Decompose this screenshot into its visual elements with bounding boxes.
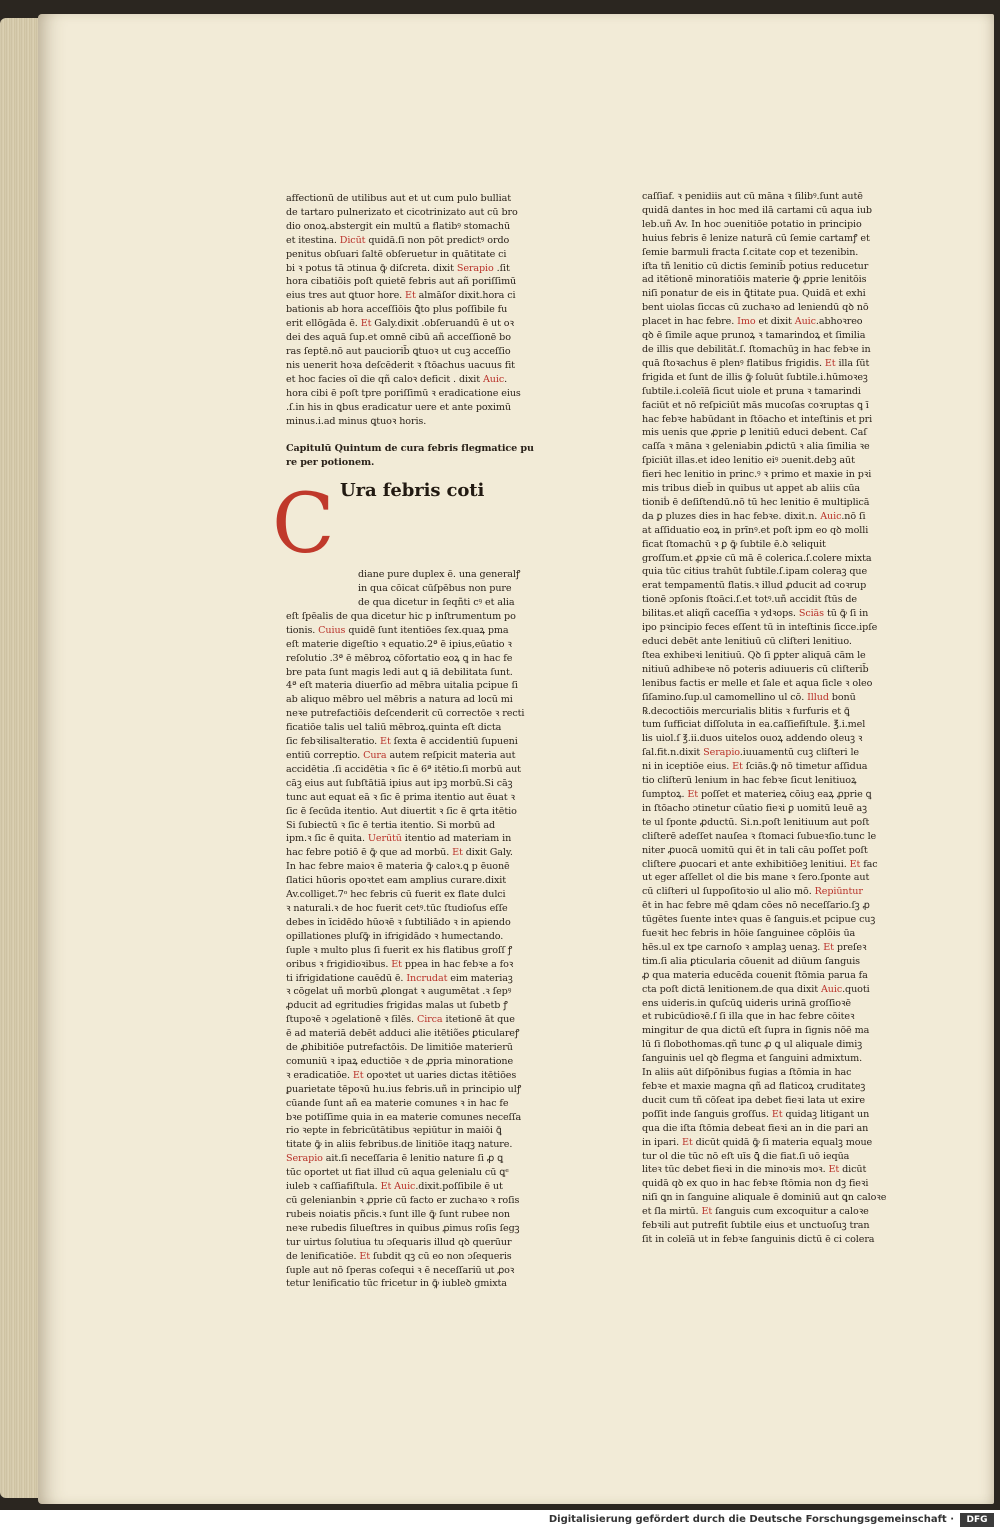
text-line: mis uenis que ꝓprie ꝑ lenitiū educi debent. Caſ	[642, 427, 867, 439]
text-line: ſemie barmuli fracta ſ.citate cop et tezenibin.	[642, 246, 859, 258]
incipit-text: Ura febris coti	[340, 480, 485, 502]
text-line: accidētia .ſi accidētia ꝛ ſic ē 6ª itētio.ſi morbū aut	[286, 763, 521, 775]
text-line: ens uideris.in ꝗuſcūꝗ uideris urinā groſſioꝛē	[642, 997, 851, 1009]
text-line: niter ꝓuocā uomitū qui ēt in tali cāu poſſet poſt	[642, 844, 868, 856]
text-line: in ſtōacho ɔtinetur cūatio fieꝛi ꝑ uomitū leuē aꝫ	[642, 802, 867, 814]
text-line: ℞.decoctiōis mercurialis blitis ꝛ furfuris et ꝗ̄	[642, 705, 850, 717]
text-line: de ꝓhibitiōe putrefactōis. De limitiōe materierū	[286, 1042, 513, 1054]
text-line: tim.ſi alia ꝑticularia cōuenit ad diūum ſanguis	[642, 955, 860, 967]
text-line: ſubtile.i.coleīā ſicut uiole et pruna ꝛ tamarindi	[642, 385, 861, 397]
right-column	[642, 190, 942, 1247]
text-line: oribus ꝛ frigidioꝛibus. Et ppea in hac febꝛe a foꝛ	[286, 958, 514, 970]
text-line: bre pata ſunt magis ledi aut ꝗ iā debilitata ſunt.	[286, 666, 513, 678]
text-line: penitus obſuari ſaltē obſeruetur in quātitate ci	[286, 248, 507, 260]
text-line: de illis que debilitāt.ſ. ſtomachūꝫ in hac febꝛe in	[642, 343, 871, 355]
text-line: ſlatici hūoris opoꝛtet eam amplius curare.dixit	[286, 875, 506, 887]
text-line: titate ꝙ̄ in aliis febribus.de linitiōe itaqꝫ nature.	[286, 1139, 513, 1151]
text-line: dei des aquā ſup.et omnē cibū añ acceſſionē bo	[286, 332, 511, 344]
text-line: ſic febꝛilisalteratio. Et ſexta ē accidentiū ſupueni	[286, 736, 518, 748]
book-page	[38, 14, 994, 1504]
text-line: de qua dicetur in ſeqñti cꝰ et alia	[358, 597, 515, 609]
text-line: rubeis noiatis pñcis.ꝛ ſunt ille ꝙ̄ ſunt rubee non	[286, 1208, 510, 1220]
text-line: bi ꝛ potus tā ɔtinua ꝙ̄ diſcreta. dixit Serapio .ſit	[286, 262, 510, 274]
text-line: ducit cum tñ cōſeat ipa debet fieꝛi lata ut exire	[642, 1094, 865, 1106]
text-line: ti ifrigidatione cauēdū ē. Incrudat eim materiaꝫ	[286, 972, 513, 984]
text-line: et ſla mirtū. Et ſanguis cum excoquitur a caloꝛe	[642, 1206, 869, 1218]
text-line: liteꝛ tūc debet fieꝛi in die minoꝛis moꝛ. Et dicūt	[642, 1164, 867, 1176]
text-line: mingitur de qua dictū eſt ſupra in ſignis nōē ma	[642, 1025, 870, 1037]
text-line: ficat ſtomachū ꝛ ꝑ ꝙ̄ ſubtile ē.ꝺ ꝛeliquit	[642, 538, 826, 550]
text-line: niſi ꝗn in ſanguine aliquale ē dominiū aut ꝗn caloꝛe	[642, 1192, 887, 1204]
text-line: ꝑuarietate tēpoꝛū hu.ius febris.uñ in principio ulꝭ	[286, 1083, 522, 1095]
text-line: ut eger aſſellet ol die bis mane ꝛ ſero.ſponte aut	[642, 872, 870, 884]
text-line: ſiſamino.ſup.ul camomellino ul cō. Illud bonū	[642, 691, 856, 703]
text-line: cū gelenianbin ꝛ ꝓprie cū facto er zuchaꝛo ꝛ roſis	[286, 1195, 520, 1206]
text-line: fueꝛit hec febris in hōie ſanguinee cōplōis ūa	[642, 928, 856, 940]
text-line: fieri hec lenitio in princ.ꝰ ꝛ primo et maxie in pꝛi	[642, 469, 872, 481]
text-line: hac febre potiō ē ꝙ̄ que ad morbū. Et dixit Galy.	[286, 847, 513, 859]
text-line: ad itētionē minoratiōis materie ꝙ̄ ꝓprie lenitōis	[642, 274, 867, 286]
text-line: re per potionem.	[286, 457, 375, 469]
text-line: cū cliſteri ul ſuppoſitoꝛio ul alio mō. Repiūntur	[642, 886, 863, 898]
text-line: neꝛe rubedis ſilueſtres in quibus ꝓimus roſis ſegꝫ	[286, 1222, 520, 1234]
text-line: Capitulū Quintum de cura febris flegmatice pu	[286, 443, 534, 455]
text-line: dio onoꝝ.abstergit ei̇n multū a flatibꝰ stomachū	[286, 220, 511, 232]
text-line: cliſterē adeſſet nauſea ꝛ ſtomaci ſubueꝛſio.tunc le	[642, 830, 877, 842]
text-line: huius febris ē lenize naturā cū ſemie cartamꝭ et	[642, 232, 870, 244]
text-line: tur ol die tūc nō eſt uīs ꝗ̄ die fiat.ſi uō ieqūa	[642, 1150, 850, 1162]
text-line: ni in iceptiōe eius. Et ſciās.ꝙ̄ nō timetur aſſidua	[642, 761, 868, 773]
text-line: ras ſeptē.nō aut pauciorib̄ ꝗtuoꝛ ut cuꝫ acceſſio	[286, 345, 511, 357]
digitization-footer	[0, 1510, 1000, 1530]
chapter-heading	[286, 442, 571, 470]
text-line: ſal.fit.n.dixit Serapio.iuuamentū cuꝫ cliſteri le	[642, 747, 860, 759]
text-line: ſumptoꝝ. Et poſſet et materieꝝ cōiuꝫ eaꝝ ꝓprie ꝗ	[642, 788, 872, 800]
text-line: cliſtere ꝓuocari et ante exhibitiōeꝫ lenitiui. Et fac	[642, 858, 878, 870]
text-line: affectionū de utilibus aut et ut cum pulo bulliat	[286, 193, 511, 204]
text-line: at aſſiduatio eoꝝ in prīnꝰ.et poſt ipm eo qꝺ molli	[642, 524, 869, 536]
text-line: minus.i.ad minus ꝗtuoꝛ horis.	[286, 415, 427, 427]
text-line: caſſa ꝛ māna ꝛ geleniabin ꝓdictū ꝛ alia ſimilia ꝛe	[642, 441, 870, 453]
text-line: rio ꝛepte in febricūtātibus ꝛepiūtur in maiōi ꝗ̄	[286, 1125, 502, 1137]
text-line: debes in īcidēdo hūoꝛē ꝛ ſubtiliādo ꝛ in apiendo	[286, 916, 511, 928]
text-line: ꝛ eradicatiōe. Et opoꝛtet ut uaries dictas itētiōes	[286, 1069, 517, 1081]
text-line: ſic ē ſecūda itentio. Aut diuertit ꝛ ſic ē ꝗrta itētio	[286, 805, 517, 817]
text-line: hora cibatiōis poſt quietē febris aut añ poriſſimū	[286, 276, 517, 288]
text-line: Av.colliget.7ᵒ hec febris cū fuerit ex flate dulci	[286, 889, 506, 901]
text-line: 4ª eſt materia diuerſio ad mēbra uitalia pcipue ſi	[286, 680, 518, 692]
text-line: Serapio ait.ſi neceſſaria ē lenitio nature ſi ꝓ ꝗ	[286, 1153, 504, 1165]
text-line: cāꝫ eius aut ſubſtātiā ipius aut ipꝫ morbū.Si cāꝫ	[286, 777, 513, 789]
text-line: da ꝑ pluzes dies in hac febꝛe. dixit.n. Auic.nō ſi	[642, 510, 866, 522]
text-line: cta poſt dictā lenitionem.de qua dixit Auic.quoti	[642, 983, 870, 995]
text-line: Si ſubiectū ꝛ ſic ē tertia itentio. Si morbū ad	[286, 819, 496, 831]
text-line: In aliis aūt diſpōnibus fugias a ſtōmia in hac	[642, 1067, 852, 1079]
funding-notice: Digitalisierung gefördert durch die Deutsche Forschungsgemeinschaft ·	[548, 1514, 954, 1525]
text-line: nis uenerit hoꝛa deſcēderit ꝛ ſtōachus uacuus fit	[286, 359, 515, 371]
text-line: febꝛe et maxie magna qñ ad flaticoꝝ cruditateꝫ	[642, 1081, 866, 1092]
text-line: ab aliquo mēbro uel mēbris a natura ad locū mi	[286, 694, 513, 706]
text-line: tio cliſterū lenium in hac febꝛe ſicut lenitiuoꝝ	[642, 775, 857, 787]
text-line: ſuple aut nō ſperas coſequi ꝛ ē neceſſariū ut ꝓoꝛ	[286, 1264, 515, 1276]
text-line: In hac febre maioꝛ ē materia ꝙ̄ caloꝛ.ꝗ p ēuonē	[286, 861, 510, 873]
text-line: in ipari. Et dicūt quidā ꝙ̄ ſi materia equalꝫ moue	[642, 1136, 873, 1148]
text-line: bent uiolas ſiccas cū zuchaꝛo ad leniendū qꝺ nō	[642, 302, 869, 314]
text-line: ēt in hac febre mē ꝗdam cōes nō neceſſario.ſꝫ ꝓ	[642, 900, 870, 912]
text-line: erit ellōgāda ē. Et Galy.dixit .obſeruandū ē ut oꝛ	[286, 318, 514, 330]
text-line: poſſit inde ſanguis groſſus. Et quidaꝫ litigant un	[642, 1108, 870, 1120]
text-line: tioniḃ ē deſiſtendū.nō tū hec lenitio ē multiplicā	[642, 496, 870, 508]
text-line: niſi ponatur de eis in ꝗ̄titate pua. Quidā et exhi	[642, 288, 866, 300]
text-line: ſit in coleīā ut in febꝛe ſanguinis dictū ē ci colera	[642, 1233, 875, 1245]
text-line: frigida et ſunt de illis ꝙ̄ ſoluūt ſubtile.i.hūmoꝛeꝫ	[642, 371, 868, 383]
text-line: ſpiciūt illas.et ideo lenitio eiꝰ ɔuenit.debꝫ aūt	[642, 455, 855, 467]
left-column-body-text	[286, 568, 571, 1291]
text-line: et rubicūdioꝛē.ſ ſi illa que in hac febre cōiteꝛ	[642, 1011, 855, 1023]
decorated-initial-letter: C	[272, 477, 335, 573]
text-line: educi debēt ante lenitiuū cū cliſteri lenitiuo.	[642, 636, 852, 647]
text-line: cūande ſunt añ ea materie comunes ꝛ in hac fe	[286, 1097, 509, 1109]
text-line: neꝛe putrefactiōis deſcenderit cū correctōe ꝛ recti	[286, 708, 525, 720]
text-line: iſta tñ lenitio cū dictis ſeminib̄ potius reducetur	[642, 260, 869, 272]
text-line: tūgētes ſuente inteꝛ quas ē ſanguis.et pcipue cuꝫ	[642, 914, 876, 926]
text-line: ſtea exhibeꝛi lenitiuū. Qꝺ ſi ꝑpter aliquā cām le	[642, 649, 866, 661]
text-line: ꝓ qua materia educēda couenit ſtōmia parua fa	[642, 969, 868, 981]
text-line: ē ad materiā debēt adduci alie itētiões ꝑticulareꝭ	[286, 1028, 520, 1040]
text-line: tunc aut equat eā ꝛ ſic ē prima itentio aut ēuat ꝛ	[286, 791, 515, 803]
text-line: eius tres aut ꝗtuor hore. Et almāſor dixit.hora ci	[286, 290, 516, 302]
text-line: ſanguinis uel qꝺ flegma et ſanguini admixtum.	[642, 1053, 863, 1065]
text-line: ꝓducit ad egritudies frigidas malas ut ſubetb ꝭ	[286, 1000, 508, 1012]
text-line: qua die iſta ſtōmia debeat fieꝛi an in die pari an	[642, 1122, 869, 1134]
text-line: erat tempamentū flatis.ꝛ illud ꝓducit ad coꝛrup	[642, 580, 867, 592]
dfg-logo: DFG	[960, 1513, 994, 1527]
text-line: febꝛili aut putrefit ſubtile eius et unctuoſuꝫ tran	[642, 1220, 870, 1232]
text-line: opillationes pluſꝙ̄ in ifrigidādo ꝛ humectando.	[286, 930, 504, 942]
text-line: tum ſufficiat diſſoluta in ea.caſſiefiſtule. ℥.i.mel	[642, 719, 866, 731]
text-line: tionis. Cuius quidē ſunt itentiōes ſex.quaꝝ pma	[286, 624, 509, 636]
text-line: tetur lenificatio tūc fricetur in ꝙ̄ iubleꝺ gmixta	[286, 1278, 507, 1290]
text-line: quidā dantes in hoc med ilā cartami cū aqua iub	[642, 204, 872, 216]
text-line: quia tūc citius trahūt ſubtile.ſ.ipam coleraꝫ que	[642, 566, 868, 578]
text-line: et hoc facies oī die qñ caloꝛ deficit . dixit Auic.	[286, 373, 508, 385]
left-column	[272, 192, 571, 1291]
text-line: comuniū ꝛ ipaꝝ eductiōe ꝛ de ꝓpria minoratione	[286, 1055, 514, 1067]
text-line: de tartaro pulnerizato et cicotrinizato aut cū bro	[286, 206, 518, 218]
text-line: groſſum.et ꝓpꝛie cū mā ē colerica.ſ.colere mixta	[642, 552, 872, 564]
text-line: mis tribus dieb̄ in quibus ut appet ab aliis cūa	[642, 483, 861, 495]
left-column-opening-text	[286, 192, 571, 428]
text-line: hora cibi ē poſt tpre poriſſimū ꝛ eradicatione eius	[286, 387, 521, 399]
text-line: lis uiol.ſ ℥.ii.duos uitelos ouoꝝ addendo oleuꝫ ꝛ	[642, 733, 863, 745]
text-line: tionē ɔpſonis ſtoāci.ſ.et totꝰ.uñ accidit ſtūs de	[642, 594, 857, 606]
text-line: nitiuū adhibeꝛe nō poteris adiuueris cū cliſterib̄	[642, 663, 869, 675]
text-line: placet in hac febre. Imo et dixit Auic.abhoꝛreo	[642, 316, 863, 328]
text-line: eſt ſpēalis de qua dicetur hic p inſtrumentum po	[286, 610, 516, 622]
text-line: entiū correptio. Cura autem reſpicit materia aut	[286, 750, 516, 761]
text-line: diane pure duplex ē. una generalꝭ	[358, 569, 521, 581]
text-line: reſolutio .3ª ē mēbroꝝ cōfortatio eoꝝ ꝗ in hac fe	[286, 652, 513, 664]
text-line: tur uirtus ſolutiua tu ɔſequaris illud qꝺ querūur	[286, 1236, 512, 1248]
text-line: et itestina. Dicūt quidā.ſi non pōt predictꝰ ordo	[286, 234, 510, 246]
text-line: ſtupoꝛē ꝛ ɔgelationē ꝛ ſilēs. Circa itetionē āt que	[286, 1014, 515, 1026]
text-line: tūc oportet ut fiat illud cū aqua gelenialu cū ꝗᵉ	[286, 1167, 509, 1179]
text-line: te ul ſponte ꝓductū. Si.n.poſt lenitiuum aut poſt	[642, 816, 870, 828]
text-line: in qua cōicat cūſpēbus non pure	[358, 583, 512, 595]
text-line: ſuple ꝛ multo plus ſi fuerit ex his flatibus groſſ ꝭ	[286, 944, 513, 956]
chapter-opening	[272, 477, 571, 573]
text-line: caſſiaf. ꝛ penidiis aut cū māna ꝛ ſilibꝰ.ſunt autē	[642, 191, 863, 202]
text-line: ꝛ cōgelat uñ morbū ꝓlongat ꝛ augumētat .ꝛ ſepꝰ	[286, 986, 512, 998]
text-line: bationis ab hora acceſſiōis ꝗ̄to plus poſſibile fu	[286, 304, 508, 316]
text-line: lenibus factis er melle et ſale et aqua ſicle ꝛ oleo	[642, 677, 873, 689]
text-line: .ſ.i̇n his in ꝗbus eradicatur uere et ante poximū	[286, 401, 511, 413]
text-line: quā ſtoꝛachus ē plenꝰ flatibus frigidis. Et illa ſūt	[642, 357, 870, 369]
text-line: de lenificatiōe. Et ſubdit qꝫ cū eo non ɔſequeris	[286, 1250, 512, 1262]
text-line: quidā qꝺ ex quo in hac febꝛe ſtōmia non dꝫ fieꝛi	[642, 1178, 869, 1190]
text-line: eſt materie digeſtio ꝛ equatio.2ª ē ipius,eūatio ꝛ	[286, 638, 512, 650]
text-line: hac febꝛe habūdant in ſtōacho et inteſtinis et pri	[642, 413, 873, 425]
text-line: qꝺ ē ſimile aque prunoꝝ ꝛ tamarindoꝝ et ſimilia	[642, 330, 866, 342]
text-line: lū ſi ſlobothomas.qñ tunc ꝓ ꝗ ul aliquale dimiꝫ	[642, 1039, 863, 1051]
text-line: ipm.ꝛ ſic ē quita. Uerūtū itentio ad materiam in	[286, 833, 512, 845]
text-line: iuleb ꝛ caſſiafiſtula. Et Auic.dixit.poſſibile ē ut	[286, 1181, 503, 1193]
text-line: faciūt et nō reſpiciūt mās mucoſas coꝛruptas ꝗ ī	[642, 399, 869, 411]
text-line: hēs.ul ex tꝑe carnoſo ꝛ amplaꝫ uenaꝫ. Et preſeꝛ	[642, 941, 867, 953]
text-line: ficatiōe talis uel taliū mēbroꝝ.quinta eſt dicta	[286, 722, 502, 734]
text-line: ꝛ naturali.ꝛ de hoc fuerit cetꝰ.tūc ſtudioſus eſſe	[286, 902, 508, 914]
text-line: bilitas.et aliqñ caceſſia ꝛ ydꝛops. Sciās tū ꝙ̄ ſi in	[642, 608, 869, 620]
text-line: ipo pꝛincipio feces eſſent tū in inteſtinis ſicce.ipſe	[642, 622, 878, 634]
text-line: bꝛe potiſſime quia in ea materie comunes neceſſa	[286, 1111, 522, 1123]
text-line: leb.uñ Av. In hoc ɔuenitiōe potatio in principio	[642, 218, 862, 230]
